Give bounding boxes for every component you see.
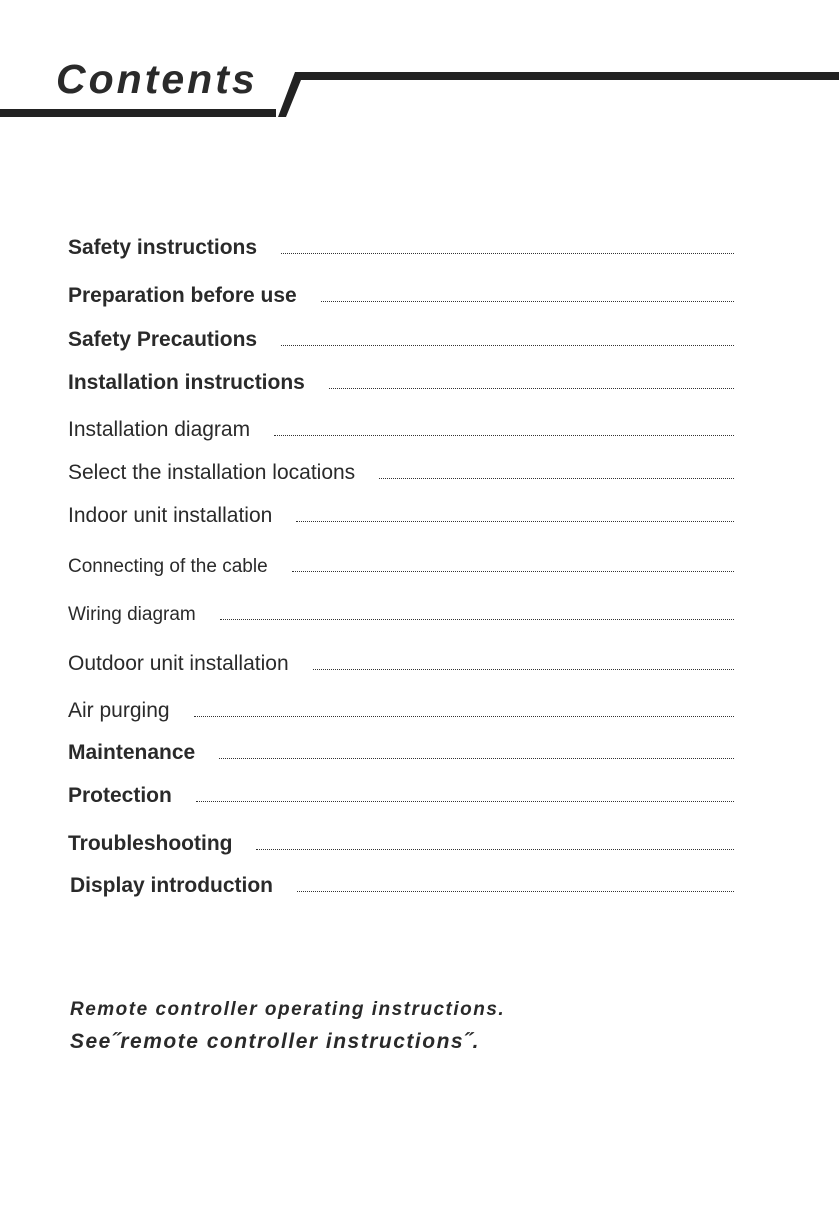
page-title: Contents: [56, 56, 258, 102]
toc-entry-safety-instructions[interactable]: [68, 228, 734, 258]
toc-entry-protection[interactable]: [68, 776, 734, 806]
toc-entry-label: Outdoor unit installation: [68, 652, 289, 675]
dot-leader: [296, 521, 734, 522]
toc-entry-label: Display introduction: [70, 874, 274, 897]
dot-leader: [297, 891, 734, 892]
dot-leader: [256, 849, 734, 850]
toc-entry-label: Safety instructions: [68, 236, 258, 259]
toc-entry-connecting-cable[interactable]: [68, 546, 734, 576]
toc-entry-troubleshooting[interactable]: [68, 824, 734, 854]
toc-entry-select-installation-locations[interactable]: [68, 453, 734, 483]
dot-leader: [220, 619, 734, 620]
dot-leader: [194, 716, 734, 717]
dot-leader: [274, 435, 734, 436]
dot-leader: [321, 301, 734, 302]
toc-entry-display-introduction[interactable]: [70, 866, 734, 896]
toc-entry-label: Protection: [68, 784, 172, 807]
remote-controller-note: Remote controller operating instructions.: [70, 999, 506, 1020]
dot-leader: [281, 253, 734, 254]
toc-entry-outdoor-unit-installation[interactable]: [68, 644, 734, 674]
contents-header: [0, 0, 839, 130]
toc-entry-wiring-diagram[interactable]: [68, 594, 734, 624]
toc-entry-label: Troubleshooting: [68, 832, 233, 855]
dot-leader: [292, 571, 734, 572]
remote-controller-reference: See˝remote controller instructions˝.: [70, 1030, 480, 1053]
dot-leader: [281, 345, 734, 346]
dot-leader: [329, 388, 734, 389]
toc-entry-label: Wiring diagram: [68, 604, 196, 625]
toc-entry-installation-diagram[interactable]: [68, 410, 734, 440]
dot-leader: [196, 801, 734, 802]
toc-entry-label: Indoor unit installation: [68, 504, 273, 527]
toc-entry-label: Select the installation locations: [68, 461, 356, 484]
toc-entry-label: Connecting of the cable: [68, 556, 268, 577]
toc-entry-maintenance[interactable]: [68, 733, 734, 763]
toc-entry-installation-instructions[interactable]: [68, 363, 734, 393]
toc-entry-label: Maintenance: [68, 741, 196, 764]
toc-entry-label: Installation diagram: [68, 418, 251, 441]
toc-entry-label: Safety Precautions: [68, 328, 258, 351]
dot-leader: [219, 758, 734, 759]
dot-leader: [313, 669, 734, 670]
toc-entry-air-purging[interactable]: [68, 691, 734, 721]
toc-entry-label: Air purging: [68, 699, 170, 722]
toc-entry-preparation-before-use[interactable]: [68, 276, 734, 306]
toc-entry-label: Preparation before use: [68, 284, 297, 307]
toc-entry-safety-precautions[interactable]: [68, 320, 734, 350]
dot-leader: [379, 478, 734, 479]
toc-entry-indoor-unit-installation[interactable]: [68, 496, 734, 526]
toc-entry-label: Installation instructions: [68, 371, 305, 394]
